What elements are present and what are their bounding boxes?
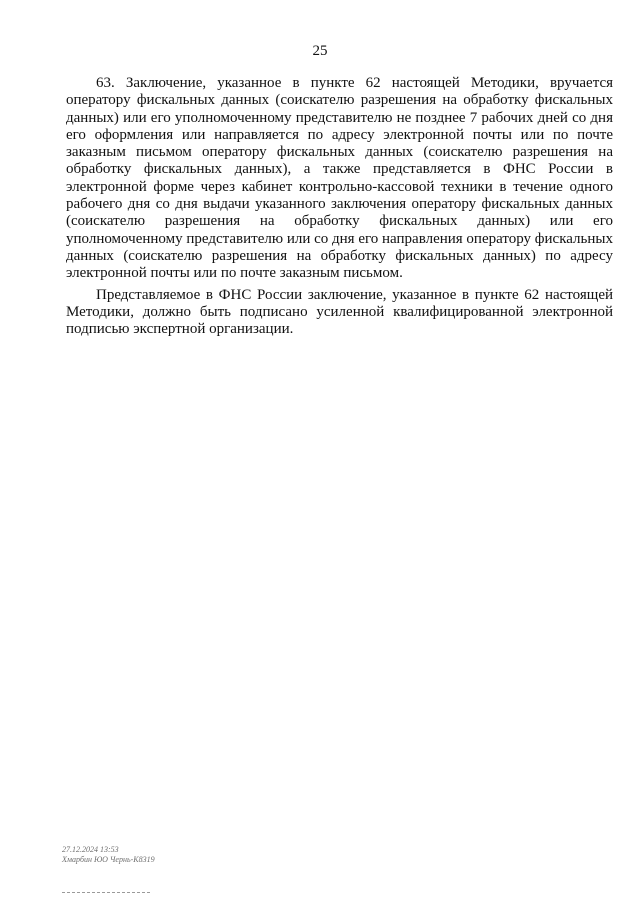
stamp-datetime: 27.12.2024 13:53 — [62, 845, 119, 854]
paragraph-63: 63. Заключение, указанное в пункте 62 настоящей Методики, вручается оператору фискальных данных (соискателю разрешения на обработку фискальных данных) или его уполномоченному представителю не позднее 7 рабочих дней со дня его оформления или направляется по адресу электронной почты или по почте заказным письмом оператору фискальных данных (соискателю разрешения на обработку фискальных данных), а также представляется в ФНС России в электронной форме через кабинет контрольно-кассовой техники в течение одного рабочего дня со дня выдачи указанного заключения оператору фискальных данных (соискателю разрешения на обработку фискальных данных) или его уполномоченному представителю или со дня его направления оператору фискальных данных (соискателю разрешения на обработку фискальных данных) по адресу электронной почты или по почте заказным письмом. — [66, 75, 613, 282]
paragraph-signature-requirement: Представляемое в ФНС России заключение, указанное в пункте 62 настоящей Методики, должно быть подписано усиленной квалифицированной электронной подписью экспертной организации. — [66, 286, 613, 338]
document-body — [66, 75, 613, 338]
page-number: 25 — [312, 43, 328, 59]
stamp-registration: Хмарбин ЮО Чернь-К8319 — [62, 855, 155, 864]
footer-divider — [62, 892, 150, 893]
electronic-stamp — [62, 845, 155, 865]
